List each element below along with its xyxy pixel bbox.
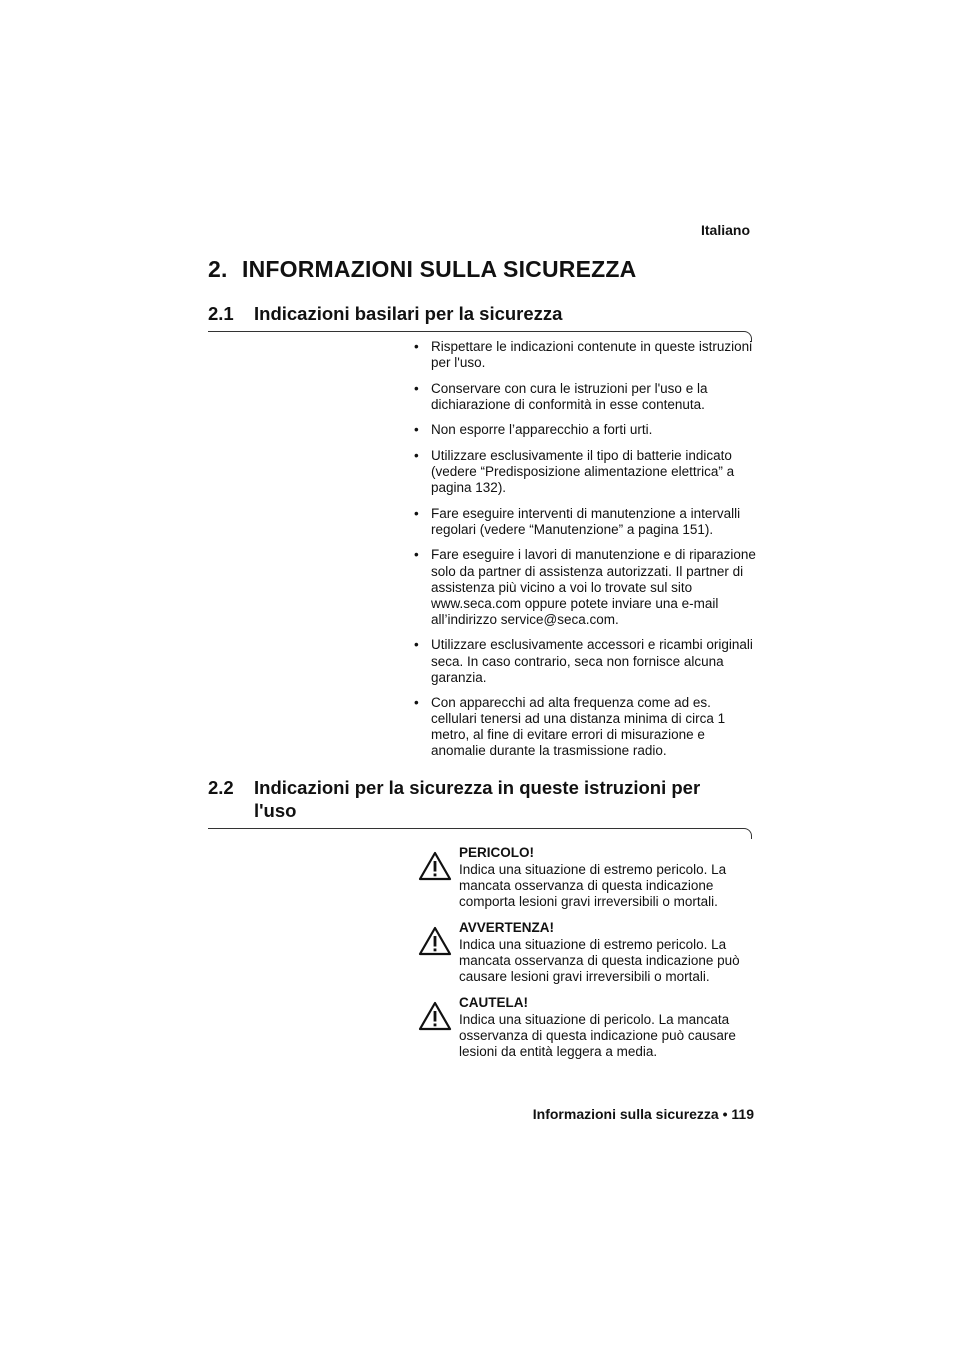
chapter-number: 2. [208,256,228,282]
section-number: 2.2 [208,777,234,798]
warning-title: AVVERTENZA! [459,920,555,935]
list-item: • Rispettare le indicazioni contenute in queste istruzioni per l'uso. [414,339,759,371]
warning-text: Indica una situazione di estremo pericolo. La mancata osservanza di questa indicazione comporta lesioni gravi irreversibili o mortali. [459,862,727,910]
section-title-line-1: Indicazioni per la sicurezza in queste istruzioni per [254,777,701,798]
warning-text: Indica una situazione di pericolo. La mancata osservanza di questa indicazione può causare lesioni da entità leggera a media. [459,1012,736,1060]
list-item: • Con apparecchi ad alta frequenza come ad es. cellulari tenersi ad una distanza minima di circa 1 metro, al fine di evitare errori di misurazione e anomalie durante la trasmissione radio. [414,695,759,759]
list-item: • Non esporre l’apparecchio a forti urti. [414,422,759,438]
warning-text: Indica una situazione di estremo pericolo. La mancata osservanza di questa indicazione può causare lesioni gravi irreversibili o mortali. [459,937,740,985]
warning-triangle-icon [418,926,452,956]
page-footer: Informazioni sulla sicurezza • 119 [532,1106,754,1122]
list-item: • Fare eseguire interventi di manutenzione a intervalli regolari (vedere “Manutenzione” a pagina 151). [414,506,759,538]
safety-list [414,339,759,769]
list-item: • Conservare con cura le istruzioni per l'uso e la dichiarazione di conformità in esse contenuta. [414,381,759,413]
section-divider [208,331,744,332]
warning-block-caution [418,995,758,1060]
chapter-heading [208,256,636,283]
warning-title: PERICOLO! [459,845,535,860]
section-heading-2-1 [208,302,562,325]
section-title-line-2: l'uso [254,800,297,821]
warning-block-warning [418,920,758,985]
list-item: • Utilizzare esclusivamente il tipo di batterie indicato (vedere “Predisposizione alimentazione elettrica” a pagina 132). [414,448,759,496]
section-number: 2.1 [208,303,234,324]
list-item: • Fare eseguire i lavori di manutenzione e di riparazione solo da partner di assistenza autorizzati. Il partner di assistenza più vicino a voi lo trovate sul sito www.seca.com oppure potete inviare una e-mail all’indirizzo service@seca.com. [414,547,759,627]
language-label: Italiano [700,222,750,238]
section-divider [208,828,744,829]
warning-triangle-icon [418,851,452,881]
warning-title: CAUTELA! [459,995,528,1010]
list-item: • Utilizzare esclusivamente accessori e ricambi originali seca. In caso contrario, seca non fornisce alcuna garanzia. [414,637,759,685]
warning-triangle-icon [418,1001,452,1031]
section-heading-2-2 [208,776,700,822]
chapter-title: INFORMAZIONI SULLA SICUREZZA [242,256,637,282]
section-title: Indicazioni basilari per la sicurezza [254,303,563,324]
warning-block-danger [418,845,758,910]
